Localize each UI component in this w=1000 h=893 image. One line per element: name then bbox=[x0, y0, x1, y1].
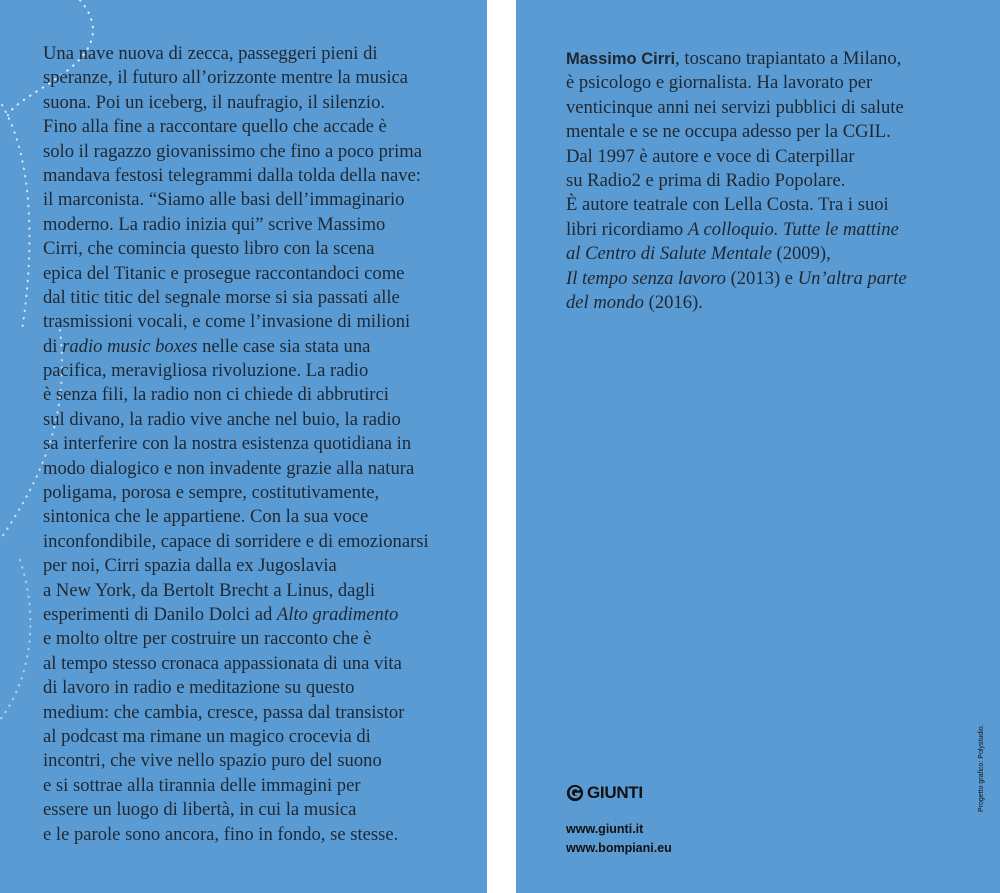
text-run: sintonica che le appartiene. Con la sua voce bbox=[43, 506, 369, 528]
text-run: medium: che cambia, cresce, passa dal transistor bbox=[43, 701, 405, 723]
publisher-name: GIUNTI bbox=[587, 783, 643, 802]
text-line bbox=[566, 169, 907, 193]
text-line bbox=[43, 115, 429, 139]
text-run: (2016). bbox=[643, 291, 703, 313]
text-line bbox=[43, 457, 429, 481]
text-run: e le parole sono ancora, fino in fondo, se stesse. bbox=[43, 823, 399, 845]
publisher-logo bbox=[566, 783, 643, 803]
giunti-website-link[interactable]: www.giunti.it bbox=[566, 822, 644, 836]
italic-title: Alto gradimento bbox=[276, 603, 399, 625]
author-flap-panel bbox=[516, 0, 1000, 893]
text-line bbox=[43, 603, 429, 627]
text-run: (2013) e bbox=[725, 267, 798, 289]
text-line bbox=[43, 676, 429, 700]
text-run: sul divano, la radio vive anche nel buio, la radio bbox=[43, 408, 401, 430]
text-run: al podcast ma rimane un magico crocevia di bbox=[43, 725, 371, 747]
text-line bbox=[43, 798, 429, 822]
text-line bbox=[43, 66, 429, 90]
text-line bbox=[43, 237, 429, 261]
italic-title: Un’altra parte bbox=[797, 267, 907, 289]
text-line bbox=[43, 652, 429, 676]
italic-title: radio music boxes bbox=[62, 335, 198, 357]
text-line bbox=[43, 701, 429, 725]
back-cover-blurb bbox=[43, 42, 429, 847]
text-line bbox=[43, 725, 429, 749]
text-run: e si sottrae alla tirannia delle immagini per bbox=[43, 774, 361, 796]
author-bio bbox=[566, 47, 907, 315]
text-run: epica del Titanic e prosegue raccontandoci come bbox=[43, 262, 405, 284]
text-run: mandava festosi telegrammi dalla tolda della nave: bbox=[43, 164, 421, 186]
text-line bbox=[43, 383, 429, 407]
text-line bbox=[566, 120, 907, 144]
text-run: moderno. La radio inizia qui” scrive Massimo bbox=[43, 213, 386, 235]
author-name: Massimo Cirri bbox=[566, 50, 676, 68]
text-line bbox=[43, 627, 429, 651]
design-credit: Progetto grafico: Polystudio. bbox=[978, 724, 985, 812]
text-line bbox=[43, 505, 429, 529]
italic-title: del mondo bbox=[566, 291, 644, 313]
text-run: Fino alla fine a raccontare quello che accade è bbox=[43, 116, 387, 138]
text-line bbox=[43, 91, 429, 115]
text-run: dal titic titic del segnale morse si sia passati alle bbox=[43, 286, 400, 308]
text-run: al tempo stesso cronaca appassionata di una vita bbox=[43, 652, 402, 674]
giunti-g-icon bbox=[566, 784, 584, 802]
text-run: poligama, porosa e sempre, costitutivamente, bbox=[43, 482, 380, 504]
bompiani-website-link[interactable]: www.bompiani.eu bbox=[566, 841, 672, 855]
text-run: Una nave nuova di zecca, passeggeri pieni di bbox=[43, 43, 378, 64]
text-run: essere un luogo di libertà, in cui la musica bbox=[43, 799, 357, 821]
text-line bbox=[43, 530, 429, 554]
text-run: esperimenti di Danilo Dolci ad bbox=[43, 603, 277, 625]
text-run: di bbox=[43, 335, 63, 357]
text-line bbox=[43, 579, 429, 603]
text-line bbox=[43, 335, 429, 359]
text-run: modo dialogico e non invadente grazie alla natura bbox=[43, 457, 415, 479]
text-run: su Radio2 e prima di Radio Popolare. bbox=[566, 169, 846, 191]
text-line bbox=[43, 262, 429, 286]
text-run: Dal 1997 è autore e voce di Caterpillar bbox=[566, 145, 855, 167]
text-line bbox=[43, 481, 429, 505]
text-line bbox=[43, 42, 429, 66]
text-run: Cirri, che comincia questo libro con la scena bbox=[43, 238, 375, 260]
text-run: è psicologo e giornalista. Ha lavorato per bbox=[566, 72, 873, 94]
text-run: solo il ragazzo giovanissimo che fino a poco prima bbox=[43, 140, 423, 162]
text-run: trasmissioni vocali, e come l’invasione di milioni bbox=[43, 311, 411, 333]
text-run: , toscano trapiantato a Milano, bbox=[675, 48, 902, 69]
text-run: è senza fili, la radio non ci chiede di abbrutirci bbox=[43, 384, 389, 406]
text-line bbox=[43, 359, 429, 383]
text-line bbox=[43, 310, 429, 334]
back-cover-panel bbox=[0, 0, 487, 893]
text-run: venticinque anni nei servizi pubblici di salute bbox=[566, 96, 904, 118]
text-line bbox=[566, 291, 907, 315]
text-run: incontri, che vive nello spazio puro del suono bbox=[43, 750, 382, 772]
text-run: speranze, il futuro all’orizzonte mentre la musica bbox=[43, 67, 409, 89]
italic-title: Il tempo senza lavoro bbox=[566, 267, 726, 289]
text-run: sa interferire con la nostra esistenza quotidiana in bbox=[43, 433, 412, 455]
text-line bbox=[43, 408, 429, 432]
text-run: per noi, Cirri spazia dalla ex Jugoslavia bbox=[43, 555, 337, 577]
text-line bbox=[566, 193, 907, 217]
text-run: inconfondibile, capace di sorridere e di emozionarsi bbox=[43, 530, 429, 552]
italic-title: al Centro di Salute Mentale bbox=[566, 243, 772, 265]
text-line bbox=[43, 140, 429, 164]
text-run: (2009), bbox=[771, 243, 831, 265]
text-line bbox=[43, 774, 429, 798]
text-run: suona. Poi un iceberg, il naufragio, il silenzio. bbox=[43, 91, 386, 113]
italic-title: A colloquio. Tutte le mattine bbox=[687, 218, 899, 240]
text-run: a New York, da Bertolt Brecht a Linus, dagli bbox=[43, 579, 376, 601]
text-line bbox=[566, 218, 907, 242]
text-line bbox=[43, 432, 429, 456]
text-line bbox=[566, 47, 907, 71]
text-run: mentale e se ne occupa adesso per la CGIL. bbox=[566, 121, 891, 143]
text-line bbox=[43, 749, 429, 773]
text-line bbox=[566, 242, 907, 266]
text-line bbox=[43, 188, 429, 212]
text-run: libri ricordiamo bbox=[566, 218, 688, 240]
text-line bbox=[566, 145, 907, 169]
text-run: e molto oltre per costruire un racconto che è bbox=[43, 628, 372, 650]
text-line bbox=[43, 554, 429, 578]
text-line bbox=[43, 213, 429, 237]
text-run: pacifica, meravigliosa rivoluzione. La radio bbox=[43, 360, 369, 382]
text-run: il marconista. “Siamo alle basi dell’immaginario bbox=[43, 189, 405, 211]
text-line bbox=[566, 71, 907, 95]
text-line bbox=[43, 286, 429, 310]
text-run: nelle case sia stata una bbox=[197, 335, 371, 357]
text-run: È autore teatrale con Lella Costa. Tra i suoi bbox=[566, 194, 889, 216]
text-line bbox=[566, 96, 907, 120]
text-run: di lavoro in radio e meditazione su questo bbox=[43, 677, 355, 699]
text-line bbox=[43, 823, 429, 847]
text-line bbox=[566, 267, 907, 291]
text-line bbox=[43, 164, 429, 188]
